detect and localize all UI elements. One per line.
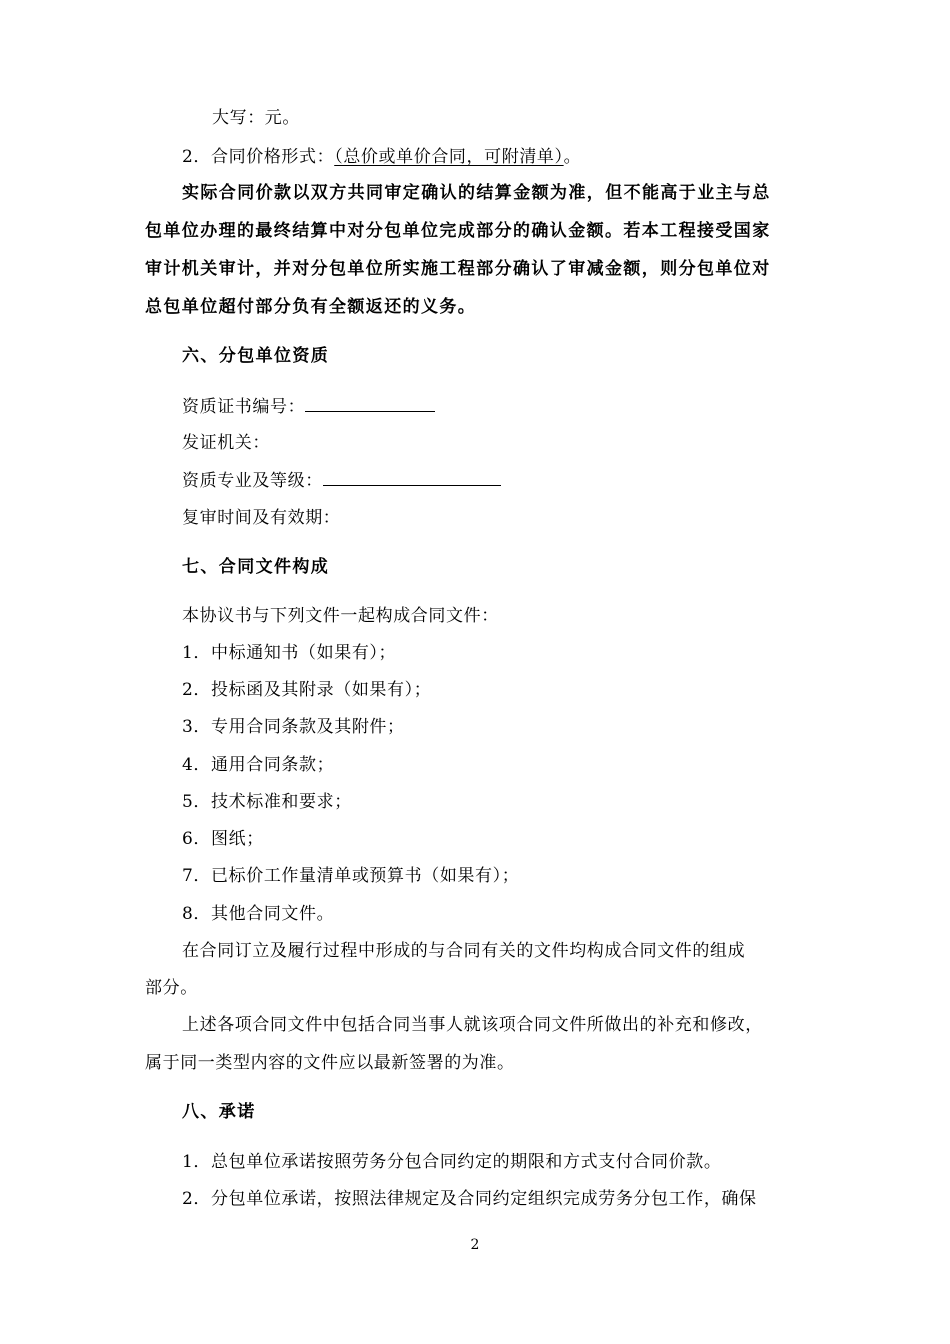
cert-number-blank (305, 394, 435, 412)
specialty-line (182, 468, 501, 492)
price-note-line: 审计机关审计，并对分包单位所实施工程部分确认了审减金额，则分包单位对 (145, 259, 771, 279)
documents-paragraph-line: 在合同订立及履行过程中形成的与合同有关的文件均构成合同文件的组成 (182, 941, 746, 961)
commitment-item: 1．总包单位承诺按照劳务分包合同约定的期限和方式支付合同价款。 (182, 1152, 722, 1172)
amount-in-words: 大写：元。 (212, 108, 300, 128)
section-heading-commitment: 八、承诺 (182, 1102, 256, 1122)
document-list-item: 4．通用合同条款； (182, 755, 335, 775)
documents-intro: 本协议书与下列文件一起构成合同文件： (182, 606, 499, 626)
cert-number-label: 资质证书编号： (182, 397, 306, 417)
section-heading-documents: 七、合同文件构成 (182, 557, 330, 577)
section-heading-qualification: 六、分包单位资质 (182, 346, 330, 366)
issuer-label: 发证机关： (182, 433, 270, 453)
cert-number-line (182, 394, 435, 418)
page-number: 2 (470, 1237, 480, 1253)
review-label: 复审时间及有效期： (182, 508, 341, 528)
documents-paragraph-line: 部分。 (145, 978, 198, 998)
documents-paragraph-line: 属于同一类型内容的文件应以最新签署的为准。 (145, 1053, 515, 1073)
document-list-item: 5．技术标准和要求； (182, 792, 352, 812)
price-note-line: 包单位办理的最终结算中对分包单位完成部分的确认金额。若本工程接受国家 (145, 221, 771, 241)
price-form-suffix: 。 (563, 147, 582, 167)
document-list-item: 2．投标函及其附录（如果有）； (182, 680, 432, 700)
price-form-label: 2．合同价格形式： (182, 147, 335, 167)
price-note-line: 实际合同价款以双方共同审定确认的结算金额为准，但不能高于业主与总 (182, 183, 771, 203)
document-list-item: 3．专用合同条款及其附件； (182, 717, 405, 737)
specialty-blank (323, 468, 501, 486)
specialty-label: 资质专业及等级： (182, 471, 323, 491)
price-form-line (182, 145, 581, 169)
document-list-item: 1．中标通知书（如果有）； (182, 643, 397, 663)
commitment-item: 2．分包单位承诺，按照法律规定及合同约定组织完成劳务分包工作，确保 (182, 1189, 757, 1209)
documents-paragraph-line: 上述各项合同文件中包括合同当事人就该项合同文件所做出的补充和修改， (182, 1015, 763, 1035)
price-note-line: 总包单位超付部分负有全额返还的义务。 (145, 297, 477, 317)
price-form-value: （总价或单价合同，可附清单） (334, 147, 564, 167)
document-list-item: 6．图纸； (182, 829, 264, 849)
document-list-item: 7．已标价工作量清单或预算书（如果有）； (182, 866, 520, 886)
document-list-item: 8．其他合同文件。 (182, 904, 335, 924)
